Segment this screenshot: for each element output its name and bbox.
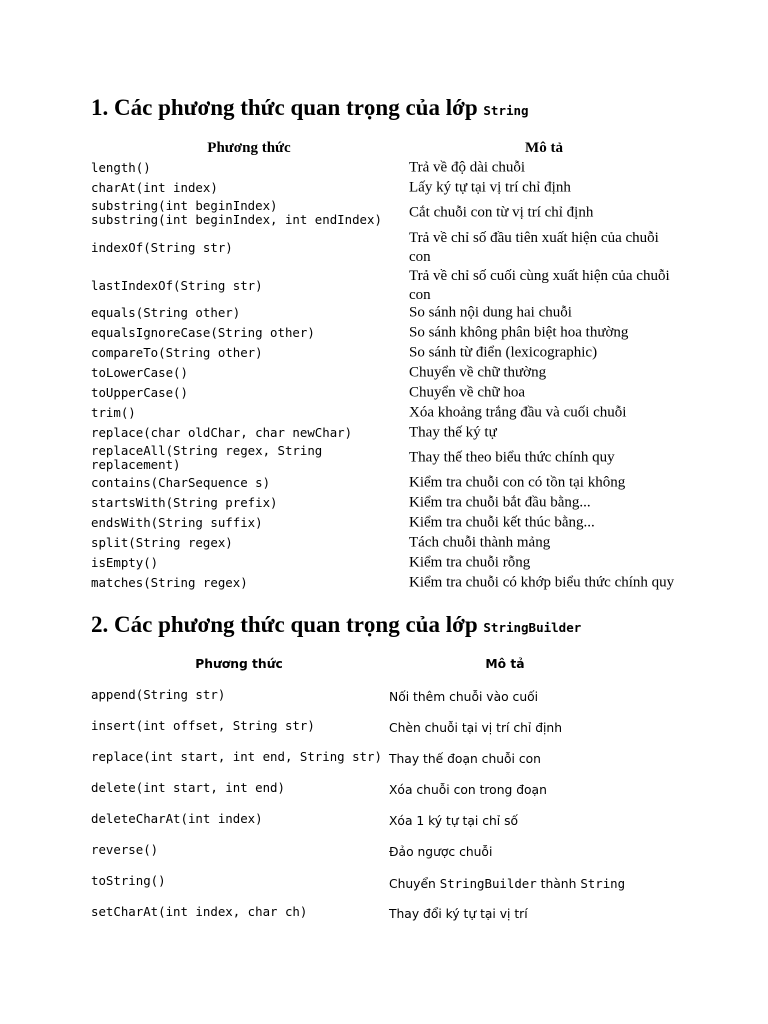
table-row: [0, 905, 768, 923]
method-description: Xóa khoảng trắng đầu và cuối chuỗi: [409, 404, 627, 420]
method-description: Xóa 1 ký tự tại chỉ số: [389, 814, 519, 828]
table-row: [0, 198, 768, 228]
method-signature: toLowerCase(): [91, 364, 188, 380]
table-row: [0, 383, 768, 402]
section-1-title: [91, 96, 529, 119]
section-2-title-text: 2. Các phương thức quan trọng của lớp: [91, 612, 478, 637]
method-signature: delete(int start, int end): [91, 780, 285, 795]
table-2-header-method: Phương thức: [195, 657, 283, 671]
method-description: Cắt chuỗi con từ vị trí chỉ định: [409, 204, 594, 221]
inline-code: String: [580, 876, 626, 891]
method-description: Thay thế theo biểu thức chính quy: [409, 449, 615, 466]
method-signature: matches(String regex): [91, 574, 248, 590]
section-2-title: [91, 613, 581, 636]
method-signature: startsWith(String prefix): [91, 494, 278, 510]
method-signature: lastIndexOf(String str): [91, 278, 263, 293]
method-description: [389, 876, 625, 892]
table-row: [0, 493, 768, 512]
inline-code: StringBuilder: [439, 876, 537, 891]
method-description: Nối thêm chuỗi vào cuối: [389, 690, 539, 704]
table-row: [0, 573, 768, 592]
method-description: So sánh không phân biệt hoa thường: [409, 324, 629, 340]
table-row: [0, 303, 768, 322]
method-description: Chèn chuỗi tại vị trí chỉ định: [389, 721, 563, 735]
table-row: [0, 267, 768, 305]
method-description: Xóa chuỗi con trong đoạn: [389, 783, 547, 797]
method-signature: replace(int start, int end, String str): [91, 749, 382, 764]
method-description: Kiểm tra chuỗi bắt đầu bằng...: [409, 494, 591, 510]
method-description: Chuyển về chữ thường: [409, 364, 547, 380]
method-description: Tách chuỗi thành mảng: [409, 534, 551, 550]
table-row: [0, 719, 768, 737]
table-row: [0, 423, 768, 442]
method-signature: isEmpty(): [91, 554, 159, 570]
method-description: Trả về chỉ số đầu tiên xuất hiện của chuỗi con: [409, 230, 659, 265]
method-description: Chuyển về chữ hoa: [409, 384, 526, 400]
method-description: Kiểm tra chuỗi có khớp biểu thức chính quy: [409, 574, 675, 590]
method-signature: replaceAll(String regex, String replacement): [91, 443, 323, 472]
method-signature: trim(): [91, 404, 136, 420]
table-row: [0, 363, 768, 382]
method-signature: split(String regex): [91, 534, 233, 550]
table-row: [0, 178, 768, 197]
table-row: [0, 843, 768, 861]
method-description: Đảo ngược chuỗi: [389, 845, 493, 859]
method-signature: replace(char oldChar, char newChar): [91, 424, 353, 440]
method-signature: equalsIgnoreCase(String other): [91, 324, 315, 340]
table-row: [0, 533, 768, 552]
method-signature: toUpperCase(): [91, 384, 188, 400]
method-description: Thay thế ký tự: [409, 424, 497, 440]
method-signature: endsWith(String suffix): [91, 514, 263, 530]
method-signature: substring(int beginIndex) substring(int beginIndex, int endIndex): [91, 198, 382, 227]
method-description: Thay đổi ký tự tại vị trí: [389, 907, 528, 921]
method-signature: length(): [91, 159, 151, 175]
method-signature: toString(): [91, 873, 166, 888]
method-description: Lấy ký tự tại vị trí chỉ định: [409, 179, 571, 195]
table-row: [0, 343, 768, 362]
section-1-class-name: String: [483, 103, 529, 118]
description-text: Chuyển: [389, 877, 436, 891]
method-signature: insert(int offset, String str): [91, 718, 315, 733]
method-description: Kiểm tra chuỗi kết thúc bằng...: [409, 514, 595, 530]
method-description: Trả về chỉ số cuối cùng xuất hiện của chuỗi con: [409, 268, 670, 303]
table-row: [0, 323, 768, 342]
table-1-header-description: Mô tả: [525, 140, 563, 156]
method-description: Thay thế đoạn chuỗi con: [389, 752, 541, 766]
method-signature: equals(String other): [91, 304, 241, 320]
table-row: [0, 473, 768, 492]
method-signature: append(String str): [91, 687, 226, 702]
section-2-class-name: StringBuilder: [483, 620, 582, 635]
table-row: [0, 229, 768, 267]
section-1-title-text: 1. Các phương thức quan trọng của lớp: [91, 95, 478, 120]
table-row: [0, 403, 768, 422]
method-description: So sánh nội dung hai chuỗi: [409, 304, 572, 320]
method-description: Kiểm tra chuỗi con có tồn tại không: [409, 474, 626, 490]
table-row: [0, 812, 768, 830]
table-1-header-method: Phương thức: [207, 140, 291, 156]
method-description: So sánh từ điển (lexicographic): [409, 344, 598, 360]
method-signature: compareTo(String other): [91, 344, 263, 360]
table-row: [0, 513, 768, 532]
description-text: thành: [540, 877, 577, 891]
table-2-header-description: Mô tả: [485, 657, 525, 671]
table-row: [0, 874, 768, 892]
table-row: [0, 443, 768, 473]
method-signature: indexOf(String str): [91, 240, 233, 255]
method-signature: setCharAt(int index, char ch): [91, 904, 308, 919]
method-signature: deleteCharAt(int index): [91, 811, 263, 826]
method-description: Trả về độ dài chuỗi: [409, 159, 526, 175]
method-description: Kiểm tra chuỗi rỗng: [409, 554, 531, 570]
table-row: [0, 158, 768, 177]
table-row: [0, 688, 768, 706]
method-signature: charAt(int index): [91, 179, 218, 195]
method-signature: reverse(): [91, 842, 159, 857]
table-row: [0, 553, 768, 572]
table-row: [0, 750, 768, 768]
table-row: [0, 781, 768, 799]
method-signature: contains(CharSequence s): [91, 474, 271, 490]
